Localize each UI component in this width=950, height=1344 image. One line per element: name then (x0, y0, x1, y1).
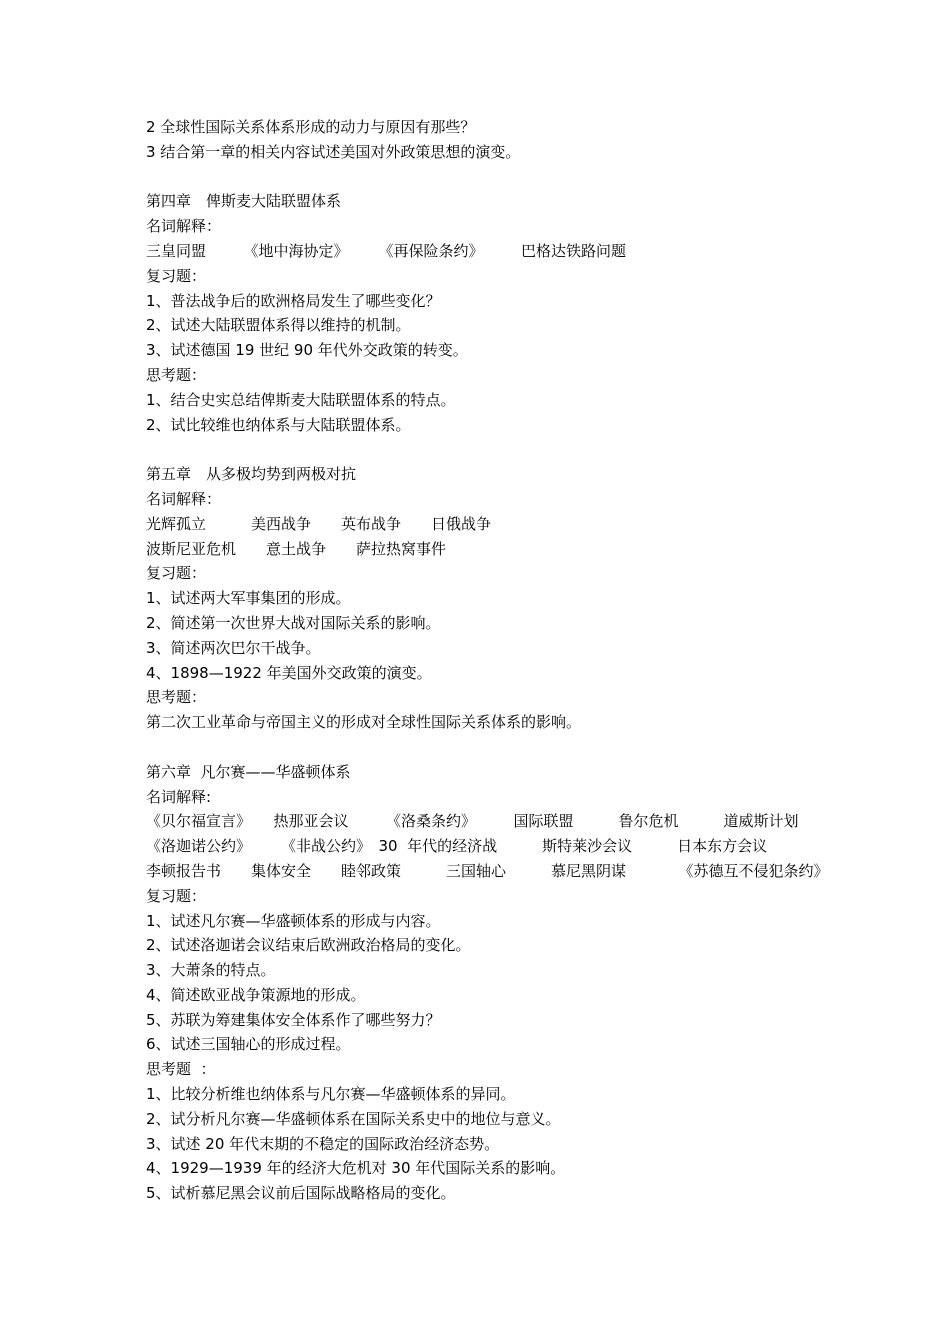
question-item: 3、大萧条的特点。 (146, 961, 276, 980)
question-item: 1、普法战争后的欧洲格局发生了哪些变化？ (146, 291, 441, 310)
question-item: 1、比较分析维也纳体系与凡尔赛—华盛顿体系的异同。 (146, 1085, 516, 1104)
question-item: 4、简述欧亚战争策源地的形成。 (146, 985, 366, 1004)
question-item: 4、1929—1939 年的经济大危机对 30 年代国际关系的影响。 (146, 1159, 566, 1178)
terms-line: 三皇同盟 《地中海协定》 《再保险条约》 巴格达铁路问题 (146, 241, 627, 260)
question-item: 2、简述第一次世界大战对国际关系的影响。 (146, 613, 441, 632)
question-item: 3、简述两次巴尔干战争。 (146, 638, 321, 657)
section-label: 思考题 ： (146, 1060, 216, 1079)
question-item: 1、结合史实总结俾斯麦大陆联盟体系的特点。 (146, 390, 456, 409)
blank-line (146, 735, 846, 760)
blank-line (146, 437, 846, 462)
terms-line: 光辉孤立 美西战争 英布战争 日俄战争 (146, 514, 492, 533)
question-item: 4、1898—1922 年美国外交政策的演变。 (146, 663, 432, 682)
terms-line: 波斯尼亚危机 意土战争 萨拉热窝事件 (146, 539, 447, 558)
chapter-heading: 第六章 凡尔赛——华盛顿体系 (146, 762, 351, 781)
text-line: 3 结合第一章的相关内容试述美国对外政策思想的演变。 (146, 142, 521, 161)
section-label: 复习题： (146, 564, 207, 583)
section-label: 思考题： (146, 365, 207, 384)
section-label: 思考题： (146, 688, 207, 707)
chapter-heading: 第四章 俾斯麦大陆联盟体系 (146, 192, 342, 211)
section-label: 名词解释： (146, 489, 222, 508)
chapter-heading: 第五章 从多极均势到两极对抗 (146, 465, 357, 484)
question-item: 3、试述 20 年代末期的不稳定的国际政治经济态势。 (146, 1134, 500, 1153)
terms-line: 《贝尔福宣言》 热那亚会议 《洛桑条约》 国际联盟 鲁尔危机 道威斯计划 (146, 812, 799, 831)
question-item: 2、试分析凡尔赛—华盛顿体系在国际关系史中的地位与意义。 (146, 1109, 561, 1128)
section-label: 复习题： (146, 266, 207, 285)
question-item: 5、试析慕尼黑会议前后国际战略格局的变化。 (146, 1184, 456, 1203)
question-item: 2、试述大陆联盟体系得以维持的机制。 (146, 316, 411, 335)
section-label: 名词解释： (146, 217, 222, 236)
text-line: 2 全球性国际关系体系形成的动力与原因有那些？ (146, 118, 476, 136)
section-label: 复习题： (146, 886, 207, 905)
question-item: 第二次工业革命与帝国主义的形成对全球性国际关系体系的影响。 (146, 713, 582, 732)
blank-line (146, 165, 846, 190)
question-item: 5、苏联为筹建集体安全体系作了哪些努力？ (146, 1010, 441, 1029)
section-label: 名词解释: (146, 787, 212, 806)
terms-line: 《洛迦诺公约》 《非战公约》 30 年代的经济战 斯特莱沙会议 日本东方会议 (146, 837, 768, 856)
question-item: 3、试述德国 19 世纪 90 年代外交政策的转变。 (146, 341, 468, 360)
question-item: 1、试述两大军事集团的形成。 (146, 589, 351, 608)
question-item: 1、试述凡尔赛—华盛顿体系的形成与内容。 (146, 911, 441, 930)
question-item: 6、试述三国轴心的形成过程。 (146, 1035, 351, 1054)
question-item: 2、试比较维也纳体系与大陆联盟体系。 (146, 415, 411, 434)
document-page (146, 115, 846, 1206)
terms-line: 李顿报告书 集体安全 睦邻政策 三国轴心 慕尼黑阴谋 《苏德互不侵犯条约》 (146, 861, 829, 880)
question-item: 2、试述洛迦诺会议结束后欧洲政治格局的变化。 (146, 936, 471, 955)
